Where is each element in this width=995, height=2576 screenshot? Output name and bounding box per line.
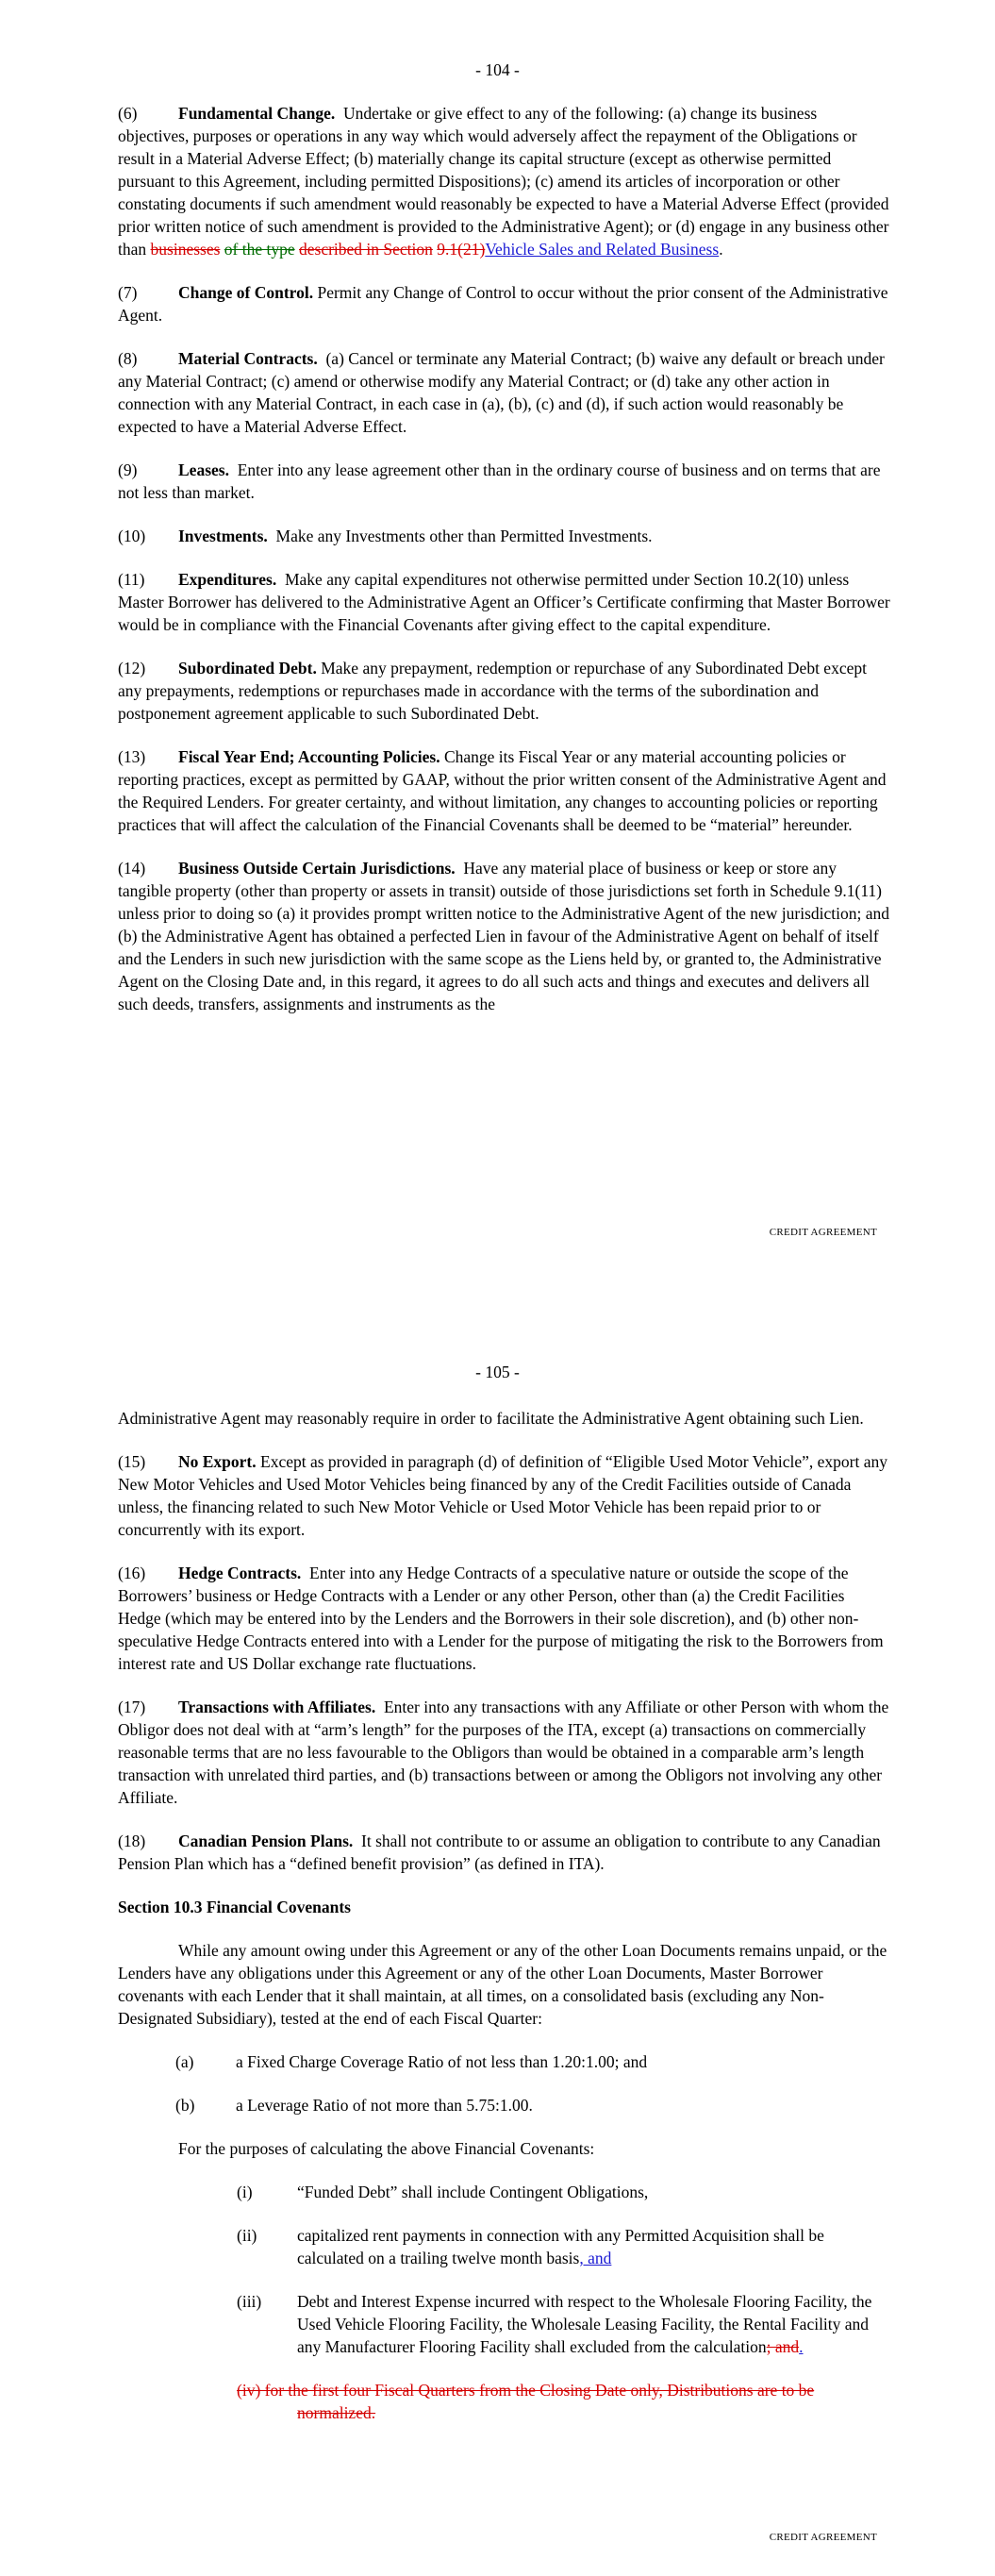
item-text: capitalized rent payments in connection with any Permitted Acquisition shall be calculated on a trailing twelve month basis [297, 2226, 824, 2267]
deleted-text: 9.1(21) [437, 240, 486, 259]
clause-number: (11) [118, 570, 145, 589]
page-footer: CREDIT AGREEMENT [769, 2532, 877, 2543]
item-number: (a) [175, 2052, 194, 2071]
clause-13 [118, 745, 891, 836]
clause-title: Change of Control. [178, 283, 314, 302]
clause-title: Fundamental Change. [178, 104, 336, 123]
page-body [118, 102, 891, 1036]
section-intro: While any amount owing under this Agreement or any of the other Loan Documents remains unpaid, or the Lenders have any obligations under this Agreement or any of the other Loan Documents, Master Borrower covenants with each Lender that it shall maintain, at all times, on a consolidated basis (excluding any Non-Designated Subsidiary), tested at the end of each Fiscal Quarter: [118, 1941, 887, 2028]
clause-number: (15) [118, 1452, 146, 1471]
clause-title: Expenditures. [178, 570, 277, 589]
sub-item-iv-deleted: (iv) for the first four Fiscal Quarters from the Closing Date only, Distributions are to be normalized. [237, 2381, 815, 2422]
page-footer: CREDIT AGREEMENT [769, 1227, 877, 1238]
clause-title: Hedge Contracts. [178, 1564, 302, 1582]
clause-14 [118, 857, 891, 1015]
clause-text: Permit any Change of Control to occur without the prior consent of the Administrative Agent. [118, 283, 888, 325]
clause-title: Canadian Pension Plans. [178, 1832, 354, 1850]
clause-text: Change its Fiscal Year or any material accounting policies or reporting practices, except as permitted by GAAP, without the prior written consent of the Administrative Agent and the Required Lenders. For greater certainty, and without limitation, any changes to accounting policies or reporting practices that will affect the calculation of the Financial Covenants shall be deemed to be “material” hereunder. [118, 747, 887, 834]
clause-6 [118, 102, 891, 260]
page-number: - 104 - [475, 60, 520, 79]
clause-16 [118, 1562, 891, 1675]
clause-text: Make any prepayment, redemption or repurchase of any Subordinated Debt except any prepayments, redemptions or repurchases made in accordance with the terms of the subordination and postponement agreement applicable to such Subordinated Debt. [118, 659, 867, 723]
clause-title: Transactions with Affiliates. [178, 1698, 376, 1716]
clause-number: (6) [118, 104, 138, 123]
section-heading: Section 10.3 Financial Covenants [118, 1898, 351, 1916]
page-104 [0, 0, 995, 1255]
clause-number: (9) [118, 460, 138, 479]
clause-title: Investments. [178, 527, 268, 545]
item-text: Debt and Interest Expense incurred with respect to the Wholesale Flooring Facility, the Used Vehicle Flooring Facility, the Wholesale Leasing Facility, the Rental Facility and any Manufacturer Flooring Facility shall excluded from the calculation [297, 2292, 872, 2356]
clause-title: Leases. [178, 460, 229, 479]
clause-number: (16) [118, 1564, 146, 1582]
clause-text: Have any material place of business or keep or store any tangible property (other than property or assets in transit) outside of those jurisdictions set forth in Schedule 9.1(11) unless prior to doing so (a) it provides prompt written notice to the Administrative Agent of the new jurisdiction; and (b) the Administrative Agent has obtained a perfected Lien in favour of the Administrative Agent on behalf of itself and the Lenders in such new jurisdiction with the same scope as the Liens held by, or granted to, the Administrative Agent on the Closing Date and, in this regard, it agrees to do all such acts and things and executes and delivers all such deeds, transfers, assignments and instruments as the [118, 859, 889, 1013]
deleted-text: businesses [150, 240, 221, 259]
clause-title: Material Contracts. [178, 349, 318, 368]
clause-15 [118, 1450, 891, 1541]
clause-text: Except as provided in paragraph (d) of definition of “Eligible Used Motor Vehicle”, export any New Motor Vehicles and Used Motor Vehicles being financed by any of the Credit Facilities outside of Canada unless, the financing related to such New Motor Vehicle or Used Motor Vehicle has been repaid prior to or concurrently with its export. [118, 1452, 887, 1539]
clause-title: Fiscal Year End; Accounting Policies. [178, 747, 440, 766]
deleted-text: of the type [224, 240, 295, 259]
item-text: a Fixed Charge Coverage Ratio of not less than 1.20:1.00; and [236, 2052, 648, 2071]
covenant-item-a [118, 2050, 891, 2073]
clause-9 [118, 459, 891, 504]
clause-10 [118, 525, 891, 547]
clause-text: Make any Investments other than Permitted Investments. [275, 527, 653, 545]
clause-title: Subordinated Debt. [178, 659, 317, 677]
item-number: (ii) [237, 2226, 257, 2245]
clause-text: Enter into any Hedge Contracts of a speculative nature or outside the scope of the Borrowers’ business or Hedge Contracts with a Lender or any other Person, other than (a) the Credit Facilities Hedge (which may be entered into by the Lenders and the Borrowers in their sole discretion), and (b) other non-speculative Hedge Contracts entered into with a Lender for the purpose of mitigating the risk to the Borrowers from interest rate and US Dollar exchange rate fluctuations. [118, 1564, 884, 1673]
page-body [118, 1407, 891, 2445]
page-105 [0, 1302, 995, 2576]
sub-item-i [118, 2181, 891, 2203]
inserted-text: , and [579, 2249, 612, 2267]
clause-number: (12) [118, 659, 146, 677]
clause-text: (a) Cancel or terminate any Material Contract; (b) waive any default or breach under any Material Contract; (c) amend or otherwise modify any Material Contract; or (d) take any other action in connection with any Material Contract, in each case in (a), (b), (c) and (d), if such action would reasonably be expected to have a Material Adverse Effect. [118, 349, 885, 436]
clause-number: (17) [118, 1698, 146, 1716]
sub-item-iii [118, 2290, 891, 2358]
clause-end: . [719, 240, 723, 259]
sub-item-ii [118, 2224, 891, 2269]
purposes-lead: For the purposes of calculating the above Financial Covenants: [178, 2139, 595, 2158]
page-number: - 105 - [475, 1363, 520, 1381]
clause-text: Undertake or give effect to any of the following: (a) change its business objectives, purposes or operations in any way which would adversely affect the repayment of the Obligations or result in a Material Adverse Effect; (b) materially change its capital structure (except as otherwise permitted pursuant to this Agreement, including permitted Dispositions); (c) amend its articles of incorporation or other constating documents if such amendment would reasonably be expected to have a Material Adverse Effect (provided prior written notice of such amendment is provided to the Administrative Agent); or (d) engage in any business other than [118, 104, 889, 259]
clause-number: (7) [118, 283, 138, 302]
covenant-item-b [118, 2094, 891, 2116]
clause-7 [118, 281, 891, 326]
clause-text: Enter into any lease agreement other than in the ordinary course of business and on terms that are not less than market. [118, 460, 881, 502]
item-number: (b) [175, 2096, 195, 2115]
clause-17 [118, 1696, 891, 1809]
clause-number: (13) [118, 747, 146, 766]
clause-number: (8) [118, 349, 138, 368]
clause-title: Business Outside Certain Jurisdictions. [178, 859, 456, 878]
clause-12 [118, 657, 891, 725]
deleted-text: described in Section [299, 240, 433, 259]
clause-text: Make any capital expenditures not otherwise permitted under Section 10.2(10) unless Master Borrower has delivered to the Administrative Agent an Officer’s Certificate confirming that Master Borrower would be in compliance with the Financial Covenants after giving effect to the capital expenditure. [118, 570, 890, 634]
inserted-text: Vehicle Sales and Related Business [485, 240, 720, 259]
item-number: (iii) [237, 2292, 262, 2311]
item-number: (i) [237, 2183, 253, 2201]
item-text: “Funded Debt” shall include Contingent Obligations, [297, 2183, 649, 2201]
clause-number: (10) [118, 527, 146, 545]
clause-11 [118, 568, 891, 636]
clause-8 [118, 347, 891, 438]
clause-text: Enter into any transactions with any Affiliate or other Person with whom the Obligor does not deal with at “arm’s length” for the purposes of the ITA, except (a) transactions on commercially reasonable terms that are no less favourable to the Obligors than would be obtained in a comparable arm’s length transaction with unrelated third parties, and (b) transactions between or among the Obligors not involving any other Affiliate. [118, 1698, 889, 1807]
clause-number: (18) [118, 1832, 146, 1850]
inserted-text: . [799, 2337, 804, 2356]
clause-title: No Export. [178, 1452, 257, 1471]
clause-number: (14) [118, 859, 146, 878]
continued-text: Administrative Agent may reasonably require in order to facilitate the Administrative Agent obtaining such Lien. [118, 1409, 864, 1428]
item-text: a Leverage Ratio of not more than 5.75:1.00. [236, 2096, 533, 2115]
clause-18 [118, 1830, 891, 1875]
deleted-text: ; and [766, 2337, 800, 2356]
clause-text: It shall not contribute to or assume an obligation to contribute to any Canadian Pension Plan which has a “defined benefit provision” (as defined in ITA). [118, 1832, 881, 1873]
